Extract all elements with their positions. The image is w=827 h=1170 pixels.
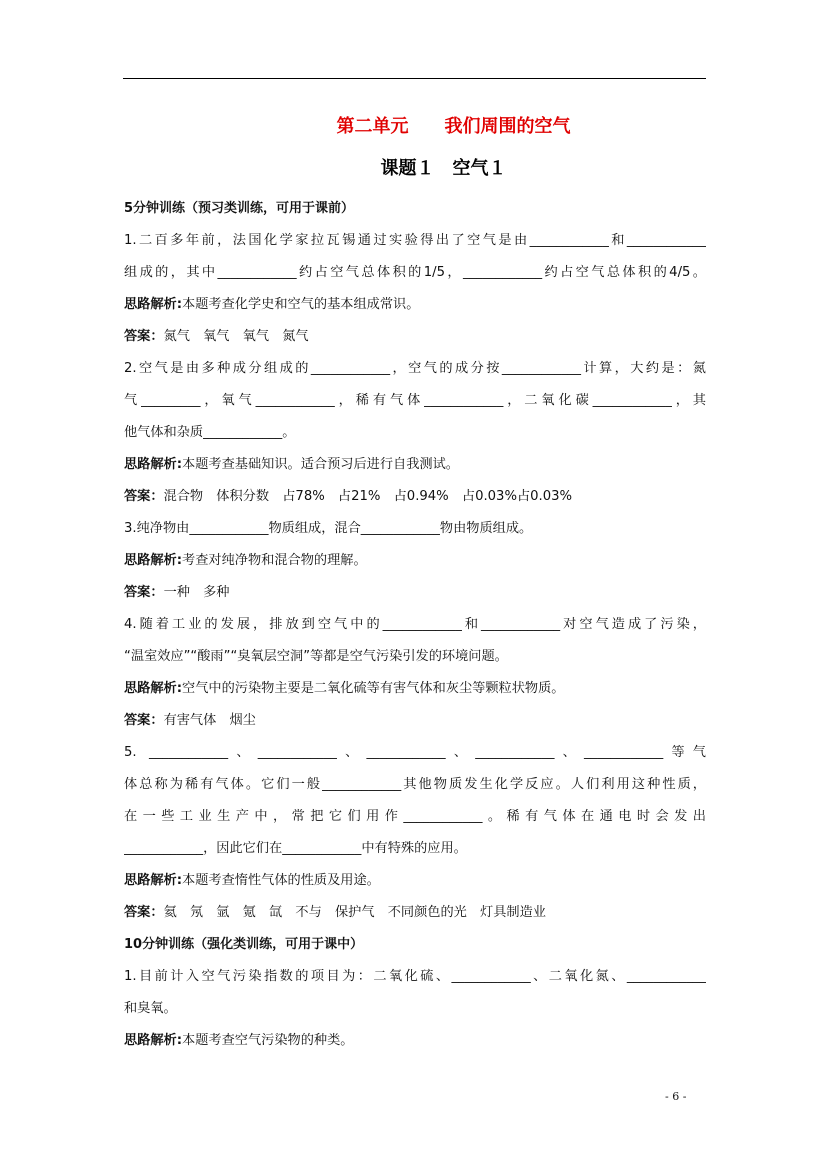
- section-heading-10min: 10分钟训练（强化类训练，可用于课中）: [124, 937, 364, 952]
- page-number: - 6 -: [665, 1090, 687, 1103]
- analysis-text: 本题考查惰性气体的性质及用途。: [182, 873, 380, 888]
- question-1-line-1: 1.二百多年前，法国化学家拉瓦锡通过实验得出了空气是由____________和____________: [124, 233, 706, 248]
- answer-text: 一种 多种: [163, 585, 230, 600]
- answer-label: 答案：: [124, 585, 164, 600]
- answer-text: 氮气 氧气 氧气 氮气: [163, 329, 309, 344]
- analysis-text: 本题考查基础知识。适合预习后进行自我测试。: [182, 457, 459, 472]
- answer-text: 混合物 体积分数 占78% 占21% 占0.94% 占0.03%占0.03%: [163, 489, 573, 504]
- answer-label: 答案：: [124, 905, 164, 920]
- question-1-analysis: [124, 289, 706, 321]
- question-3-answer: [124, 577, 706, 609]
- answer-label: 答案：: [124, 713, 164, 728]
- question-5-analysis: [124, 865, 706, 897]
- question-1-answer: [124, 321, 706, 353]
- question-6-line-2: 和臭氧。: [124, 1001, 177, 1016]
- answer-text: 氦 氖 氩 氪 氙 不与 保护气 不同颜色的光 灯具制造业: [163, 905, 546, 920]
- analysis-label: 思路解析:: [124, 873, 183, 888]
- analysis-text: 考查对纯净物和混合物的理解。: [182, 553, 367, 568]
- question-2-analysis: [124, 449, 706, 481]
- analysis-label: 思路解析:: [124, 297, 183, 312]
- header-rule: [123, 78, 706, 79]
- question-4-line-2: “温室效应”“酸雨”“臭氧层空洞”等都是空气污染引发的环境问题。: [124, 649, 508, 664]
- analysis-text: 本题考查化学史和空气的基本组成常识。: [182, 297, 420, 312]
- question-5-line-4: ____________，因此它们在____________中有特殊的应用。: [124, 841, 467, 856]
- question-5-answer: [124, 897, 706, 929]
- question-5-line-3: 在一些工业生产中，常把它们用作____________。稀有气体在通电时会发出: [124, 809, 706, 824]
- question-6-line-1: 1.目前计入空气污染指数的项目为：二氧化硫、____________、二氧化氮、____________: [124, 969, 706, 984]
- question-5-line-1: 5. ____________、____________、____________、____________、____________等气: [124, 745, 706, 760]
- analysis-text: 本题考查空气污染物的种类。: [182, 1033, 354, 1048]
- question-2-line-1: 2.空气是由多种成分组成的____________，空气的成分按____________计算，大约是：氮: [124, 361, 706, 376]
- question-3-analysis: [124, 545, 706, 577]
- question-5-line-2: 体总称为稀有气体。它们一般____________其他物质发生化学反应。人们利用这种性质，: [124, 777, 706, 792]
- question-2-line-3: 他气体和杂质____________。: [124, 425, 296, 440]
- question-3-line-1: 3.纯净物由____________物质组成，混合____________物由物质组成。: [124, 521, 533, 536]
- answer-label: 答案：: [124, 489, 164, 504]
- analysis-label: 思路解析:: [124, 1033, 183, 1048]
- analysis-label: 思路解析:: [124, 553, 183, 568]
- question-6-analysis: [124, 1025, 706, 1057]
- question-2-line-2: 气_________，氧气____________，稀有气体____________，二氧化碳____________，其: [124, 393, 706, 408]
- analysis-text: 空气中的污染物主要是二氧化硫等有害气体和灰尘等颗粒状物质。: [182, 681, 565, 696]
- answer-label: 答案：: [124, 329, 164, 344]
- question-4-analysis: [124, 673, 706, 705]
- analysis-label: 思路解析:: [124, 681, 183, 696]
- question-4-answer: [124, 705, 706, 737]
- section-heading-5min: 5分钟训练（预习类训练，可用于课前）: [124, 201, 355, 216]
- document-body: [124, 193, 706, 1057]
- lesson-title: 课题１ 空气１: [380, 158, 507, 179]
- question-4-line-1: 4.随着工业的发展，排放到空气中的____________和____________对空气造成了污染，: [124, 617, 706, 632]
- analysis-label: 思路解析:: [124, 457, 183, 472]
- question-2-answer: [124, 481, 706, 513]
- unit-title: 第二单元 我们周围的空气: [336, 116, 571, 137]
- answer-text: 有害气体 烟尘: [163, 713, 256, 728]
- question-1-line-2: 组成的，其中____________约占空气总体积的1/5，____________约占空气总体积的4/5。: [124, 265, 706, 280]
